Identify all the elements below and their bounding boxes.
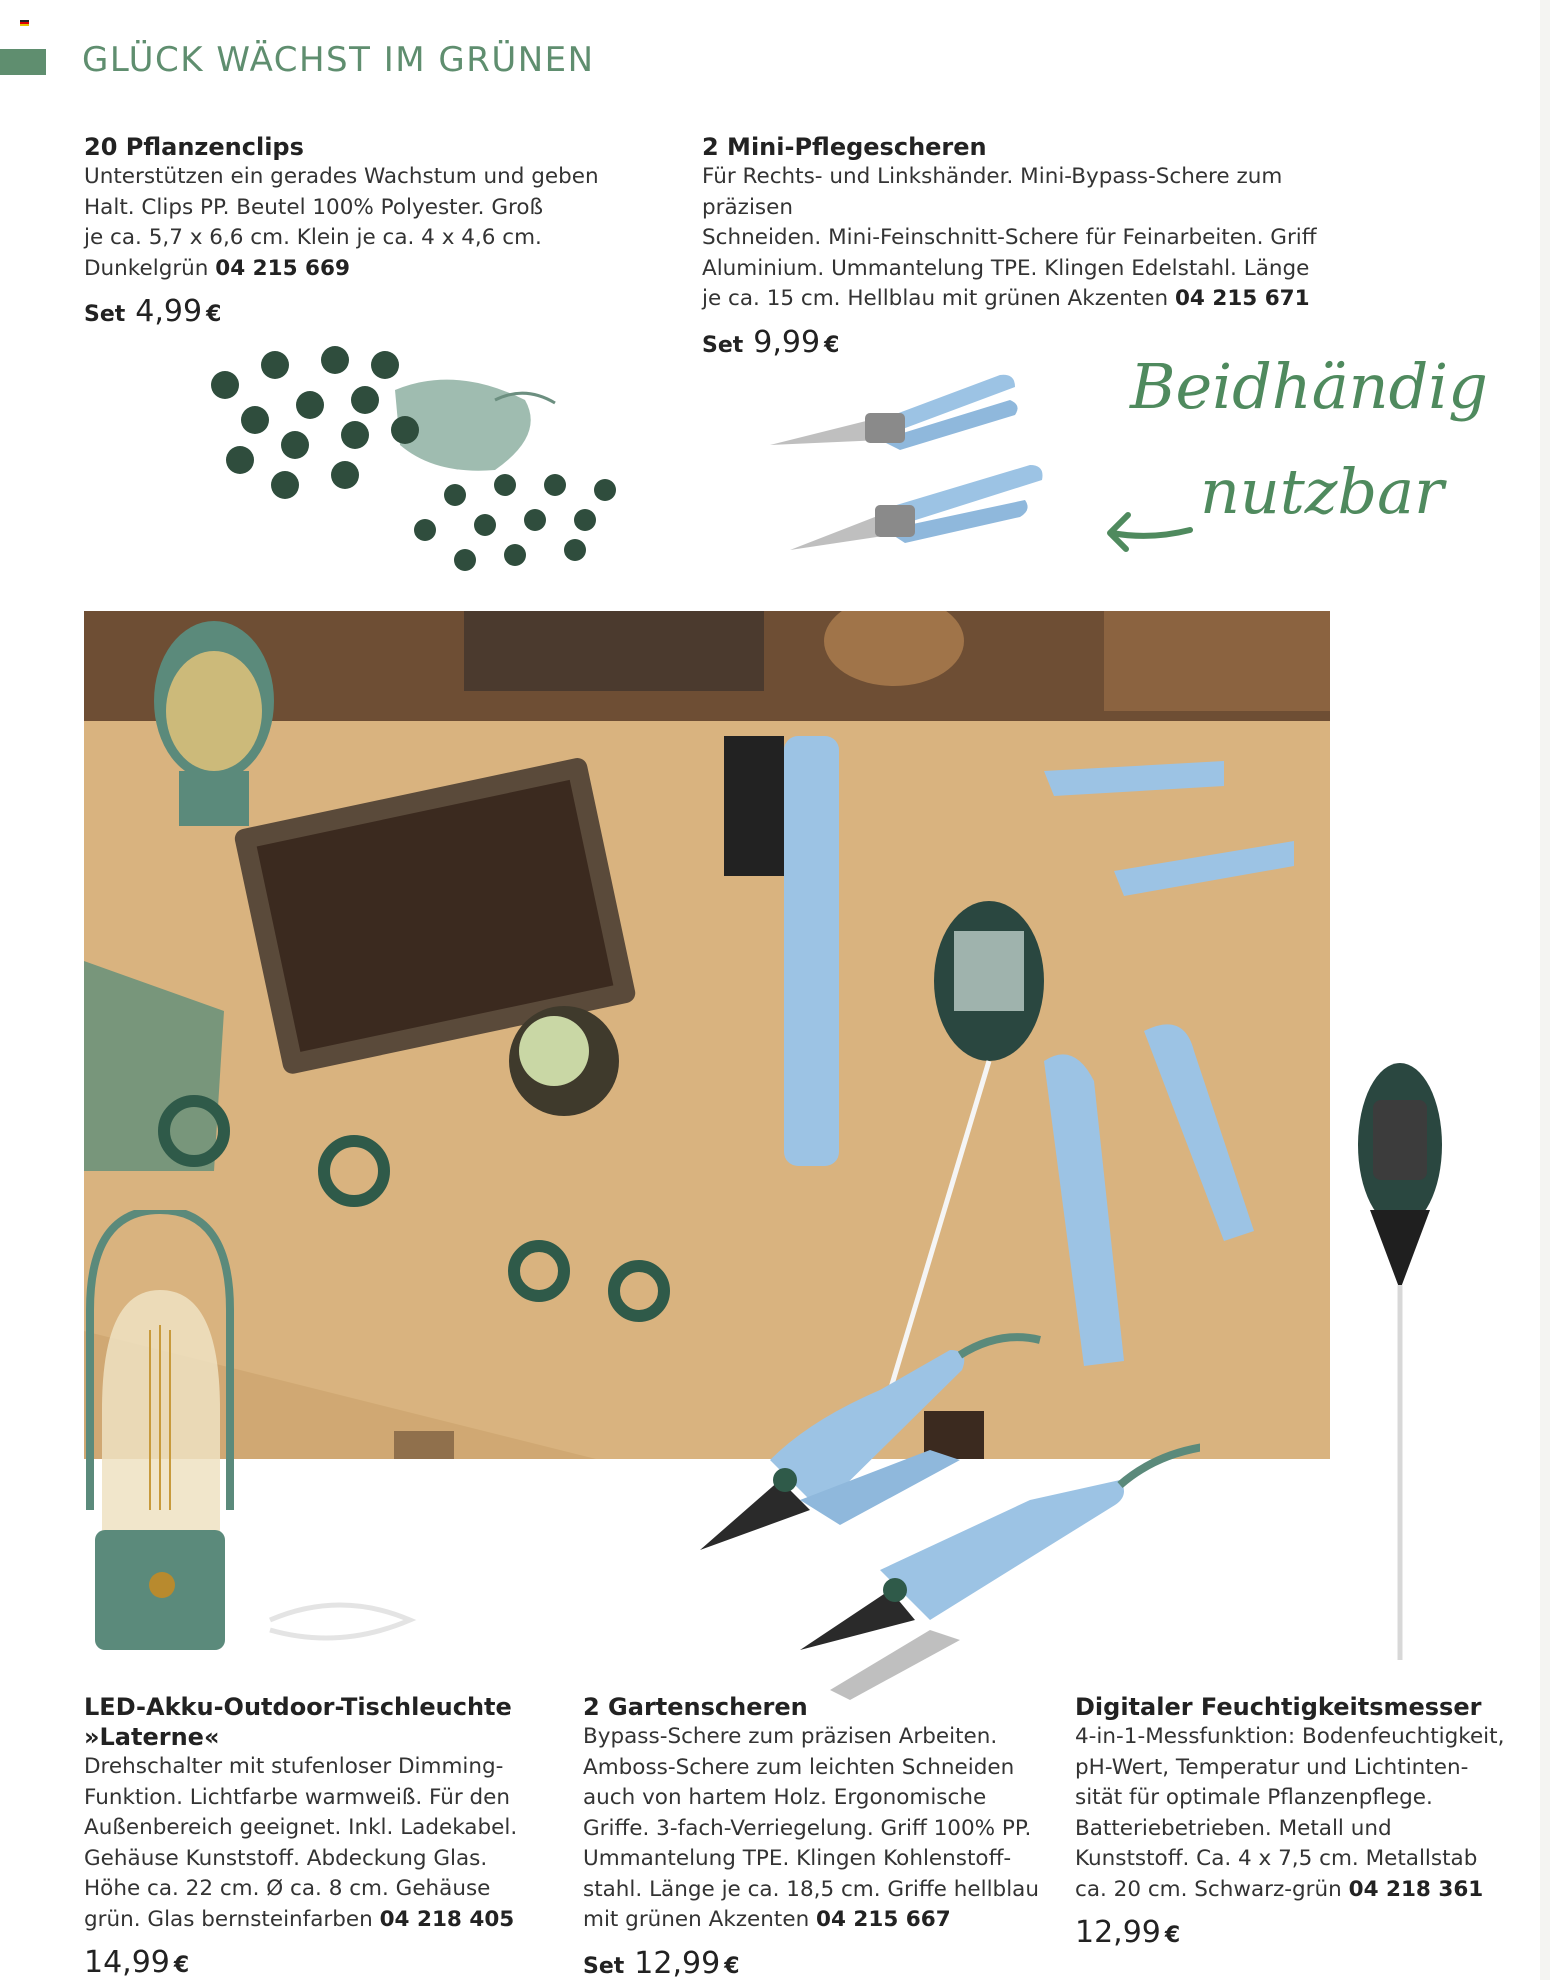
article-number: 04 218 405 xyxy=(379,1906,515,1932)
product-description: Drehschalter mit stufenloser Dimming- Funktion. Lichtfarbe warmweiß. Für den Außenbereich geeignet. Inkl. Ladekabel. Gehäuse Kunststoff. Abdeckung Glas. Höhe ca. 22 cm. Ø ca. 8 cm. Gehäuse grün. Glas bernsteinfarben 04 218 405 xyxy=(84,1754,518,1932)
article-number: 04 218 361 xyxy=(1348,1876,1484,1902)
product-description: Für Rechts- und Linkshänder. Mini-Bypass-Schere zum präzisen Schneiden. Mini-Feinschnitt-Schere für Feinarbeiten. Griff Aluminium. Ummantelung TPE. Klingen Edelstahl. Länge je ca. 15 cm. Hellblau mit grünen Akzenten 04 215 671 xyxy=(702,164,1317,311)
product-description: Bypass-Schere zum präzisen Arbeiten. Amboss-Schere zum leichten Schneiden auch von hartem Holz. Ergonomische Griffe. 3-fach-Verriegelung. Griff 100% PP. Ummantelung TPE. Klingen Kohlenstoff- stahl. Länge je ca. 18,5 cm. Griffe hellblau mit grünen Akzenten 04 215 667 xyxy=(583,1724,1039,1932)
product-lamp xyxy=(84,1692,564,1980)
moisture-meter-image xyxy=(1355,1060,1445,1670)
article-number: 04 215 669 xyxy=(215,255,350,281)
mini-scissors-image xyxy=(770,365,1100,565)
callout-text-line2: nutzbar xyxy=(1200,455,1444,528)
plant-clips-image xyxy=(195,325,675,580)
article-number: 04 215 667 xyxy=(816,1907,951,1932)
product-price: Set 9,99 € xyxy=(702,324,840,360)
product-price: 14,99 € xyxy=(84,1945,190,1980)
product-title: Digitaler Feuchtigkeitsmesser xyxy=(1075,1693,1482,1721)
garden-scissors-image xyxy=(700,1310,1200,1700)
product-title: LED-Akku-Outdoor-Tischleuchte »Laterne« xyxy=(84,1693,512,1751)
product-description: Unterstützen ein gerades Wachstum und geben Halt. Clips PP. Beutel 100% Polyester. Groß je ca. 5,7 x 6,6 cm. Klein je ca. 4 x 4,6 cm. Dunkelgrün 04 215 669 xyxy=(84,164,599,281)
header-accent-bar xyxy=(0,49,46,75)
product-title: 20 Pflanzenclips xyxy=(84,133,304,161)
led-lamp-image xyxy=(80,1210,420,1670)
product-title: 2 Gartenscheren xyxy=(583,1693,808,1721)
product-price: Set 4,99 € xyxy=(84,294,222,329)
product-clips xyxy=(84,132,604,329)
product-mini-scissors xyxy=(702,132,1342,360)
page-title: GLÜCK WÄCHST IM GRÜNEN xyxy=(82,40,595,80)
article-number: 04 215 671 xyxy=(1174,286,1310,311)
product-price: 12,99 € xyxy=(1075,1915,1181,1950)
arrow-left-curved-icon xyxy=(1100,505,1200,555)
product-description: 4-in-1-Messfunktion: Bodenfeuchtigkeit, pH-Wert, Temperatur und Lichtinten- sität für optimale Pflanzenpflege. Batteriebetrieben. Metall und Kunststoff. Ca. 4 x 7,5 cm. Metallstab ca. 20 cm. Schwarz-grün 04 218 361 xyxy=(1075,1724,1505,1902)
product-price: Set 12,99 € xyxy=(583,1945,740,1981)
page-edge xyxy=(1540,0,1550,1980)
product-garden-scissors xyxy=(583,1692,1063,1981)
callout-text-line1: Beidhändig xyxy=(1130,350,1488,423)
language-flag-icon xyxy=(20,20,29,26)
product-moisture-meter xyxy=(1075,1692,1535,1950)
product-title: 2 Mini-Pflegescheren xyxy=(702,133,987,161)
